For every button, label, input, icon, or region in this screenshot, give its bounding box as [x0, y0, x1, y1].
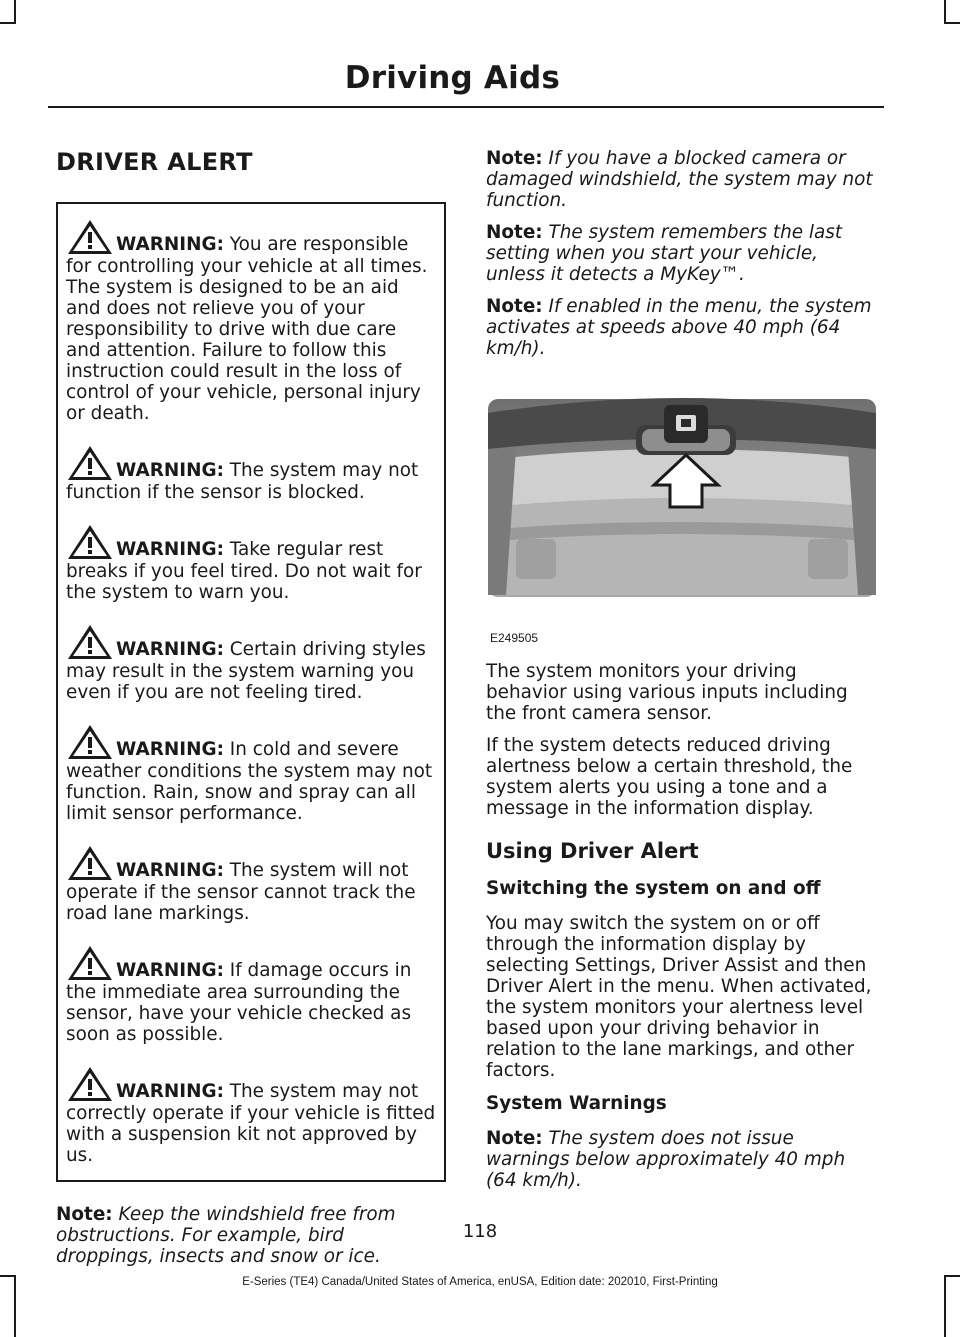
warning-text: The system may not correctly operate if your vehicle is fitted with a suspension kit not approved by us. — [66, 1081, 436, 1166]
figure-caption: E249505 — [490, 631, 539, 645]
warning-item — [66, 723, 436, 824]
subheading-switch: Switching the system on and off — [486, 878, 821, 899]
note-text: The system remembers the last setting when you start your vehicle, unless it detects a MyKey™. — [486, 222, 843, 285]
note-paragraph — [486, 148, 880, 211]
warning-label: WARNING: — [116, 460, 224, 481]
warning-label: WARNING: — [116, 860, 224, 881]
subheading-warnings: System Warnings — [486, 1093, 667, 1114]
left-column — [56, 148, 446, 1278]
warning-label: WARNING: — [116, 639, 224, 660]
note-text: The system does not issue warnings below approximately 40 mph (64 km/h). — [486, 1128, 846, 1191]
warning-text: The system may not function if the sensor is blocked. — [66, 460, 419, 503]
note-label: Note: — [486, 296, 543, 317]
note-label: Note: — [486, 148, 543, 169]
note-paragraph — [486, 296, 880, 359]
edition-footer: E-Series (TE4) Canada/United States of America, enUSA, Edition date: 202010, First-Printing — [242, 1276, 718, 1288]
warning-label: WARNING: — [116, 739, 224, 760]
note-paragraph — [486, 222, 880, 285]
warning-item — [66, 623, 436, 703]
note-text: If enabled in the menu, the system activates at speeds above 40 mph (64 km/h). — [486, 296, 872, 359]
warning-item — [66, 844, 436, 924]
subsection-heading: Using Driver Alert — [486, 839, 699, 863]
warning-item — [66, 944, 436, 1045]
warning-text: You are responsible for controlling your vehicle at all times. The system is designed to be an aid and does not relieve you of your responsibility to drive with due care and attention. Failure to follow this instruction could result in the loss of control of your vehicle, personal injury or death. — [66, 234, 428, 424]
warnings-box — [56, 202, 446, 1182]
warning-text: Take regular rest breaks if you feel tired. Do not wait for the system to warn you. — [66, 539, 422, 603]
section-title: DRIVER ALERT — [56, 148, 253, 176]
warning-text: If damage occurs in the immediate area surrounding the sensor, have your vehicle checked as soon as possible. — [66, 960, 412, 1045]
warning-triangle-icon — [66, 218, 114, 256]
header-divider — [48, 106, 884, 108]
crop-mark — [944, 22, 960, 24]
warning-triangle-icon — [66, 723, 114, 761]
warning-text: The system will not operate if the sensor cannot track the road lane markings. — [66, 860, 416, 924]
warning-item — [66, 444, 436, 503]
right-column — [486, 148, 880, 1202]
warning-item — [66, 1065, 436, 1166]
note-text: If you have a blocked camera or damaged windshield, the system may not function. — [486, 148, 873, 211]
warning-triangle-icon — [66, 944, 114, 982]
crop-mark — [944, 0, 946, 24]
warning-triangle-icon — [66, 844, 114, 882]
note-text: Keep the windshield free from obstructions. For example, bird droppings, insects and snow or ice. — [56, 1204, 396, 1267]
warning-text: Certain driving styles may result in the system warning you even if you are not feeling tired. — [66, 639, 426, 703]
warning-label: WARNING: — [116, 539, 224, 560]
crop-mark — [0, 22, 16, 24]
page-header-title: Driving Aids — [344, 60, 560, 96]
warning-item — [66, 523, 436, 603]
warning-label: WARNING: — [116, 234, 224, 255]
warning-item — [66, 218, 436, 424]
note-label: Note: — [486, 1128, 543, 1149]
windshield-camera-illustration — [486, 389, 878, 619]
warning-label: WARNING: — [116, 960, 224, 981]
warning-triangle-icon — [66, 444, 114, 482]
note-paragraph — [486, 1128, 880, 1191]
warning-triangle-icon — [66, 523, 114, 561]
note-label: Note: — [56, 1204, 113, 1225]
crop-mark — [14, 0, 16, 24]
page-number: 118 — [462, 1221, 498, 1242]
warning-text: In cold and severe weather conditions the system may not function. Rain, snow and spray can all limit sensor performance. — [66, 739, 433, 824]
camera-sensor-figure — [486, 389, 878, 645]
warning-triangle-icon — [66, 623, 114, 661]
body-paragraph: You may switch the system on or off through the information display by selecting Settings, Driver Assist and then Driver Alert in the menu. When activated, the system monitors your alertness level based upon your driving behavior in relation to the lane markings, and other factors. — [486, 913, 872, 1081]
note-label: Note: — [486, 222, 543, 243]
warning-triangle-icon — [66, 1065, 114, 1103]
warning-label: WARNING: — [116, 1081, 224, 1102]
body-paragraph: If the system detects reduced driving alertness below a certain threshold, the system alerts you using a tone and a message in the information display. — [486, 735, 853, 819]
body-paragraph: The system monitors your driving behavior using various inputs including the front camera sensor. — [486, 661, 848, 724]
